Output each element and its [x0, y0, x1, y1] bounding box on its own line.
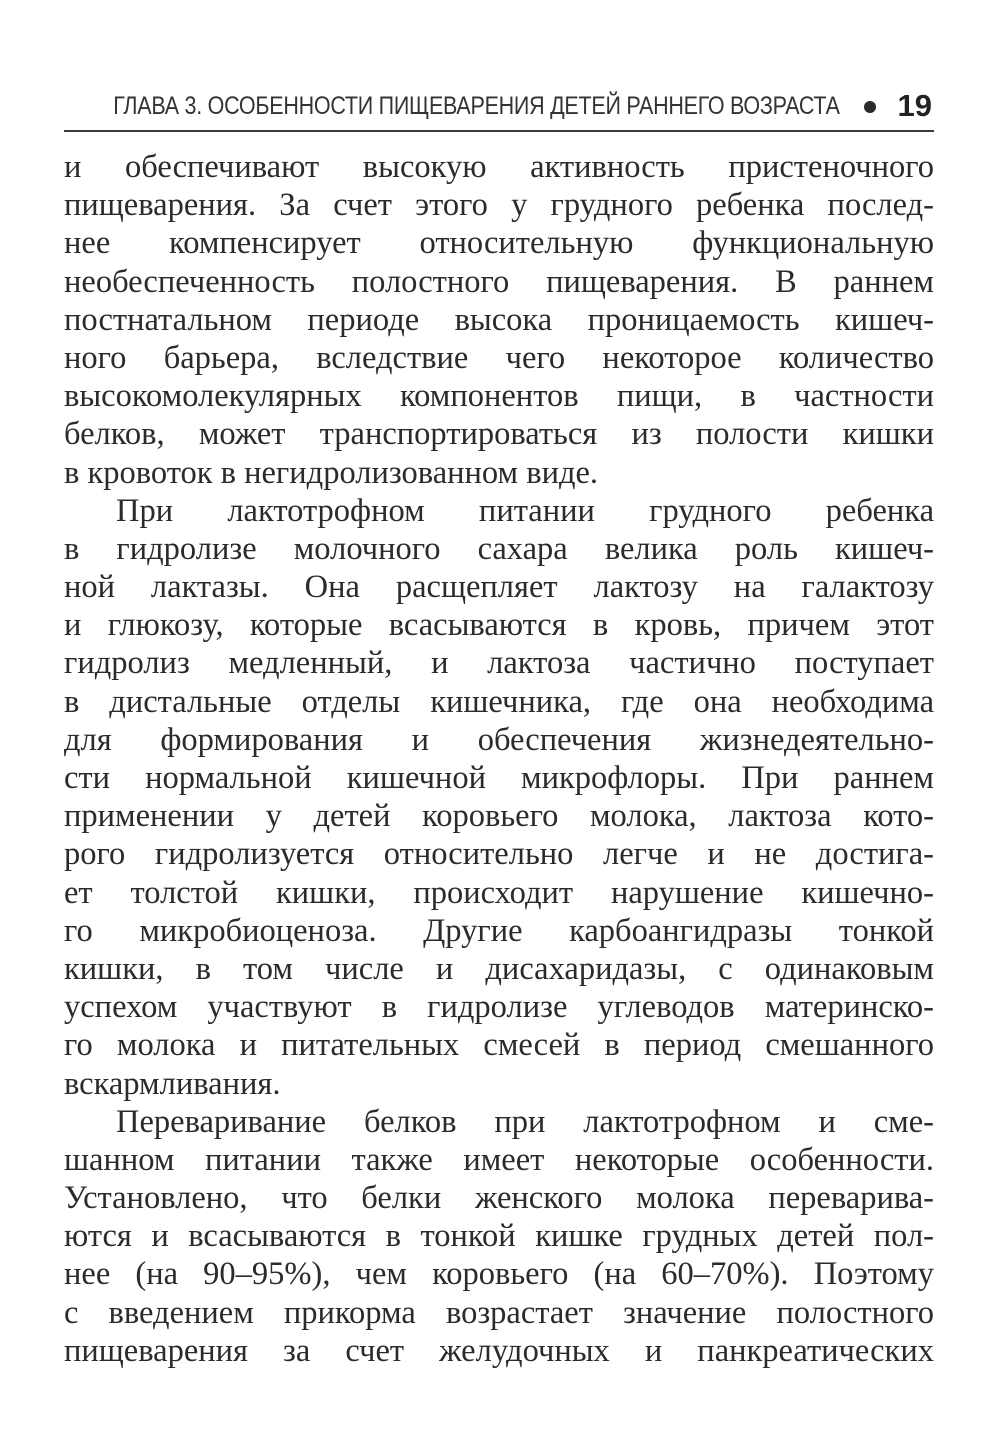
text-line: пищеварения. За счет этого у грудного ребенка послед- — [64, 187, 934, 224]
text-line: Установлено, что белки женского молока переварива- — [64, 1180, 934, 1217]
paragraph-1 — [64, 148, 934, 492]
text-line: кишки, в том числе и дисахаридазы, с одинаковым — [64, 950, 934, 987]
text-line: с введением прикорма возрастает значение полостного — [64, 1294, 934, 1331]
paragraph-2 — [64, 492, 934, 1103]
text-line: и обеспечивают высокую активность пристеночного — [64, 149, 934, 185]
text-line: пищеварения за счет желудочных и панкреатических — [64, 1332, 934, 1369]
bullet-separator — [864, 101, 876, 113]
text-line: в кровоток в негидролизованном виде. — [64, 454, 599, 491]
text-line: для формирования и обеспечения жизнедеятельно- — [64, 721, 934, 758]
text-line: сти нормальной кишечной микрофлоры. При раннем — [64, 760, 934, 796]
text-line: в гидролизе молочного сахара велика роль кишеч- — [64, 530, 934, 567]
running-header — [64, 86, 934, 132]
text-line: необеспеченность полостного пищеварения. В раннем — [64, 263, 934, 300]
text-line: высокомолекулярных компонентов пищи, в частности — [64, 378, 934, 415]
text-line: применении у детей коровьего молока, лактоза кото- — [64, 798, 934, 835]
page-number: 19 — [897, 88, 932, 123]
text-line: нее (на 90–95%), чем коровьего (на 60–70%). Поэтому — [64, 1256, 934, 1293]
text-line: ного барьера, вследствие чего некоторое количество — [64, 339, 934, 376]
body-text — [64, 148, 934, 1370]
text-line: ной лактазы. Она расщепляет лактозу на галактозу — [64, 569, 934, 606]
text-line: го микробиоценоза. Другие карбоангидразы тонкой — [64, 912, 934, 949]
text-line: При лактотрофном питании грудного ребенка — [116, 492, 934, 529]
text-line: белков, может транспортироваться из полости кишки — [64, 416, 934, 453]
text-line: постнатальном периоде высока проницаемость кишеч- — [64, 301, 934, 338]
text-line: шанном питании также имеет некоторые особенности. — [64, 1141, 934, 1178]
text-line: Переваривание белков при лактотрофном и сме- — [116, 1103, 934, 1140]
running-head-title: ГЛАВА 3. ОСОБЕННОСТИ ПИЩЕВАРЕНИЯ ДЕТЕЙ РАННЕГО ВОЗРАСТА — [113, 92, 840, 120]
text-line: успехом участвуют в гидролизе углеводов материнско- — [64, 989, 934, 1026]
text-line: го молока и питательных смесей в период смешанного — [64, 1027, 934, 1064]
text-line: гидролиз медленный, и лактоза частично поступает — [64, 645, 934, 682]
text-line: ет толстой кишки, происходит нарушение кишечно- — [64, 874, 934, 911]
text-line: вскармливания. — [64, 1065, 281, 1102]
paragraph-3 — [64, 1103, 934, 1370]
text-line: нее компенсирует относительную функциональную — [64, 225, 934, 262]
text-line: рого гидролизуется относительно легче и не достига- — [64, 836, 934, 873]
text-line: и глюкозу, которые всасываются в кровь, причем этот — [64, 607, 934, 644]
text-line: ются и всасываются в тонкой кишке грудных детей пол- — [64, 1218, 934, 1255]
text-line: в дистальные отделы кишечника, где она необходима — [64, 683, 934, 720]
